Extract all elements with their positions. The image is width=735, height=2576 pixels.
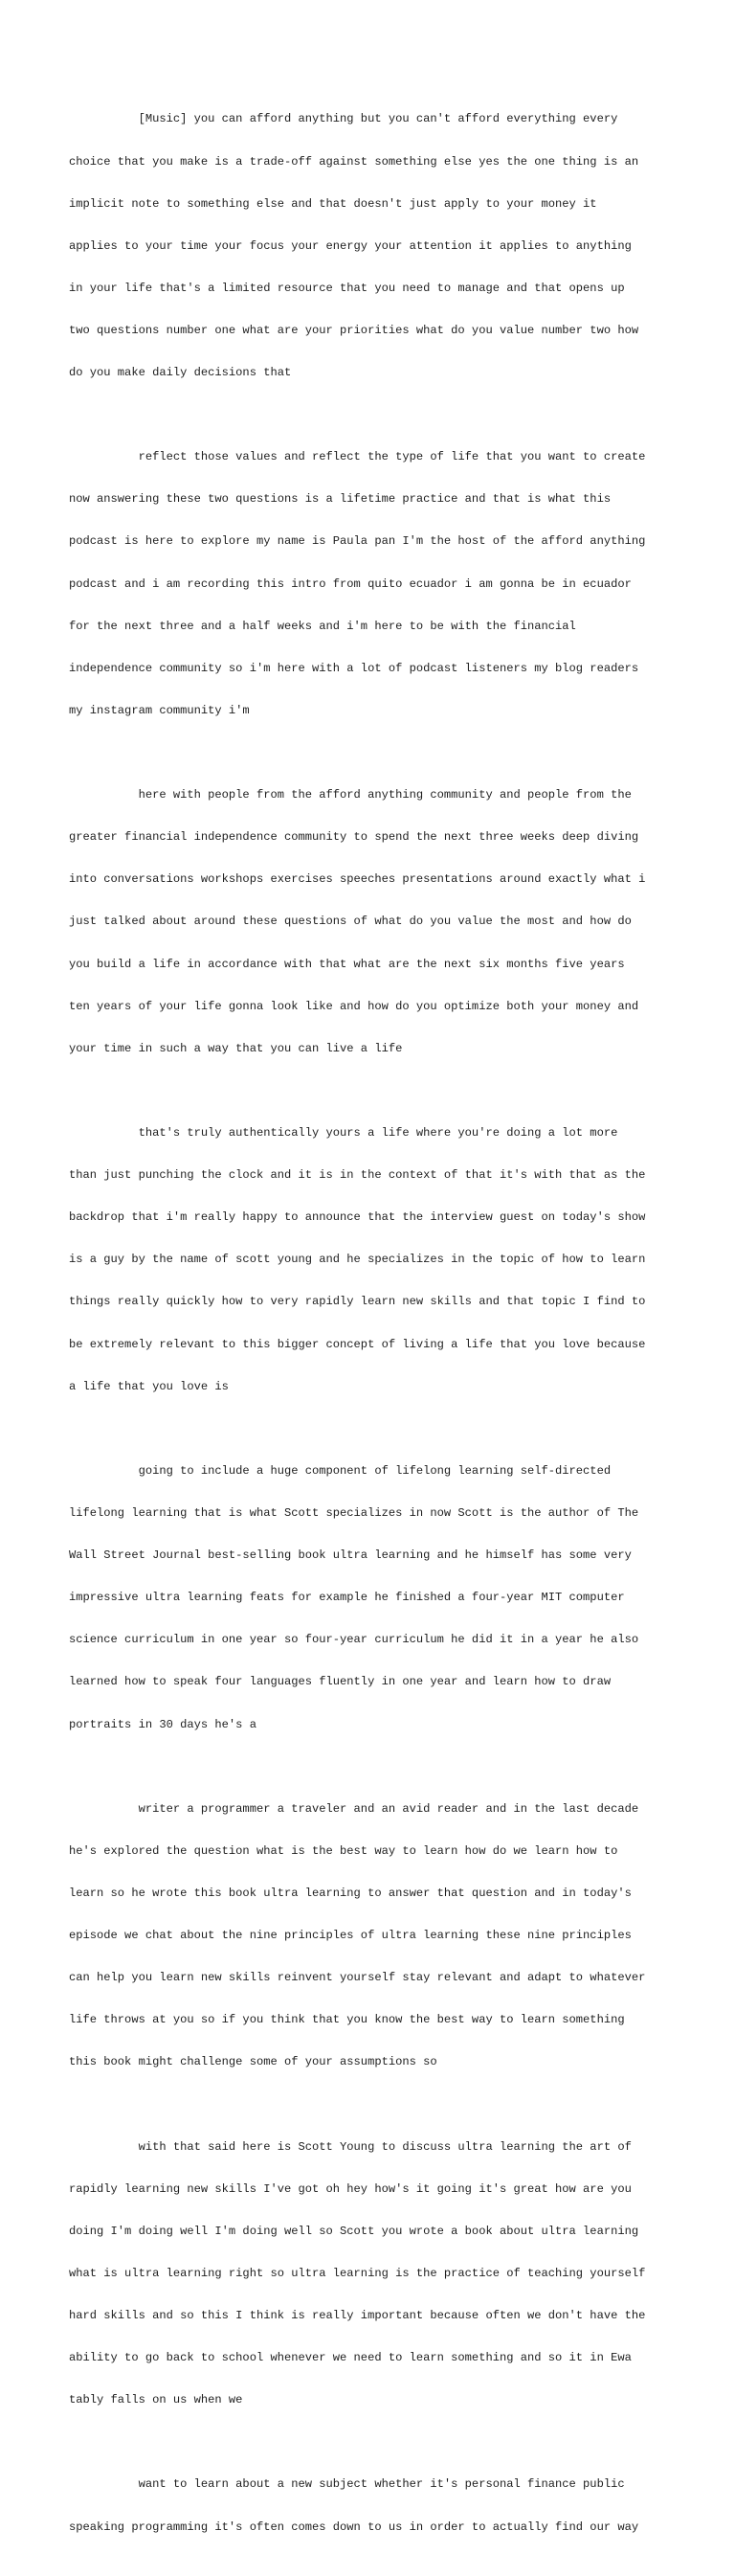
text-line: life throws at you so if you think that you know the best way to learn something: [69, 2013, 625, 2027]
text-line: with that said here is Scott Young to discuss ultra learning the art of: [69, 2139, 632, 2154]
text-line: that's truly authentically yours a life where you're doing a lot more: [69, 1125, 618, 1140]
text-line: just talked about around these questions of what do you value the most and how do: [69, 915, 632, 929]
text-line: impressive ultra learning feats for example he finished a four-year MIT computer: [69, 1591, 625, 1605]
text-line: learn so he wrote this book ultra learning to answer that question and in today's: [69, 1886, 632, 1900]
text-line: ten years of your life gonna look like and how do you optimize both your money and: [69, 999, 639, 1013]
text-line: want to learn about a new subject whether it's personal finance public: [69, 2477, 625, 2492]
text-line: hard skills and so this I think is really important because often we don't have the: [69, 2309, 646, 2322]
text-line: episode we chat about the nine principles of ultra learning these nine principles: [69, 1929, 632, 1943]
text-line: rapidly learning new skills I've got oh hey how's it going it's great how are you: [69, 2181, 632, 2196]
paragraph-6: [69, 1774, 681, 2097]
text-line: podcast and i am recording this intro from quito ecuador i am gonna be in ecuador: [69, 576, 632, 591]
text-line: what is ultra learning right so ultra learning is the practice of teaching yourself: [69, 2266, 646, 2280]
text-line: now answering these two questions is a lifetime practice and that is what this: [69, 492, 612, 507]
text-line: for the next three and a half weeks and i'm here to be with the financial: [69, 619, 576, 633]
paragraph-2: [69, 422, 681, 746]
text-line: your time in such a way that you can live a life: [69, 1041, 403, 1055]
text-line: [Music] you can afford anything but you can't afford everything every: [69, 112, 618, 126]
text-line: my instagram community i'm: [69, 703, 250, 717]
text-line: is a guy by the name of scott young and he specializes in the topic of how to learn: [69, 1253, 646, 1267]
text-line: going to include a huge component of lifelong learning self-directed: [69, 1463, 612, 1478]
text-line: portraits in 30 days he's a: [69, 1717, 256, 1731]
paragraph-1: [69, 84, 681, 408]
paragraph-3: [69, 760, 681, 1084]
text-line: be extremely relevant to this bigger concept of living a life that you love because: [69, 1337, 646, 1351]
paragraph-4: [69, 1098, 681, 1422]
text-line: this book might challenge some of your assumptions so: [69, 2055, 437, 2069]
text-line: lifelong learning that is what Scott specializes in now Scott is the author of The: [69, 1505, 639, 1520]
text-line: than just punching the clock and it is in the context of that it's with that as the: [69, 1168, 646, 1183]
text-line: two questions number one what are your priorities what do you value number two how: [69, 323, 639, 337]
document-page: [69, 84, 681, 2576]
text-line: Wall Street Journal best-selling book ultra learning and he himself has some very: [69, 1548, 632, 1563]
text-line: speaking programming it's often comes down to us in order to actually find our way: [69, 2520, 639, 2534]
text-line: reflect those values and reflect the type of life that you want to create: [69, 450, 646, 464]
text-line: tably falls on us when we: [69, 2393, 243, 2407]
text-line: here with people from the afford anything community and people from the: [69, 788, 632, 802]
text-line: he's explored the question what is the best way to learn how do we learn how to: [69, 1843, 618, 1858]
text-line: learned how to speak four languages fluently in one year and learn how to draw: [69, 1675, 612, 1689]
text-line: podcast is here to explore my name is Paula pan I'm the host of the afford anything: [69, 534, 646, 549]
text-line: choice that you make is a trade-off against something else yes the one thing is an: [69, 154, 639, 169]
text-line: doing I'm doing well I'm doing well so Scott you wrote a book about ultra learning: [69, 2224, 639, 2238]
paragraph-5: [69, 1435, 681, 1759]
text-line: backdrop that i'm really happy to announce that the interview guest on today's show: [69, 1210, 646, 1225]
paragraph-7: [69, 2112, 681, 2435]
text-line: implicit note to something else and that doesn't just apply to your money it: [69, 196, 597, 211]
text-line: do you make daily decisions that: [69, 366, 292, 380]
text-line: ability to go back to school whenever we need to learn something and so it in Ewa: [69, 2351, 632, 2365]
text-line: writer a programmer a traveler and an avid reader and in the last decade: [69, 1801, 639, 1816]
paragraph-8: [69, 2450, 681, 2563]
text-line: things really quickly how to very rapidly learn new skills and that topic I find to: [69, 1295, 646, 1309]
text-line: science curriculum in one year so four-year curriculum he did it in a year he also: [69, 1633, 639, 1647]
text-line: into conversations workshops exercises speeches presentations around exactly what i: [69, 872, 646, 887]
text-line: independence community so i'm here with a lot of podcast listeners my blog readers: [69, 661, 639, 675]
text-line: a life that you love is: [69, 1379, 229, 1393]
text-line: can help you learn new skills reinvent yourself stay relevant and adapt to whatever: [69, 1971, 646, 1985]
text-line: in your life that's a limited resource that you need to manage and that opens up: [69, 281, 625, 295]
text-line: greater financial independence community to spend the next three weeks deep diving: [69, 830, 639, 845]
text-line: you build a life in accordance with that what are the next six months five years: [69, 957, 625, 971]
text-line: applies to your time your focus your energy your attention it applies to anything: [69, 238, 632, 253]
